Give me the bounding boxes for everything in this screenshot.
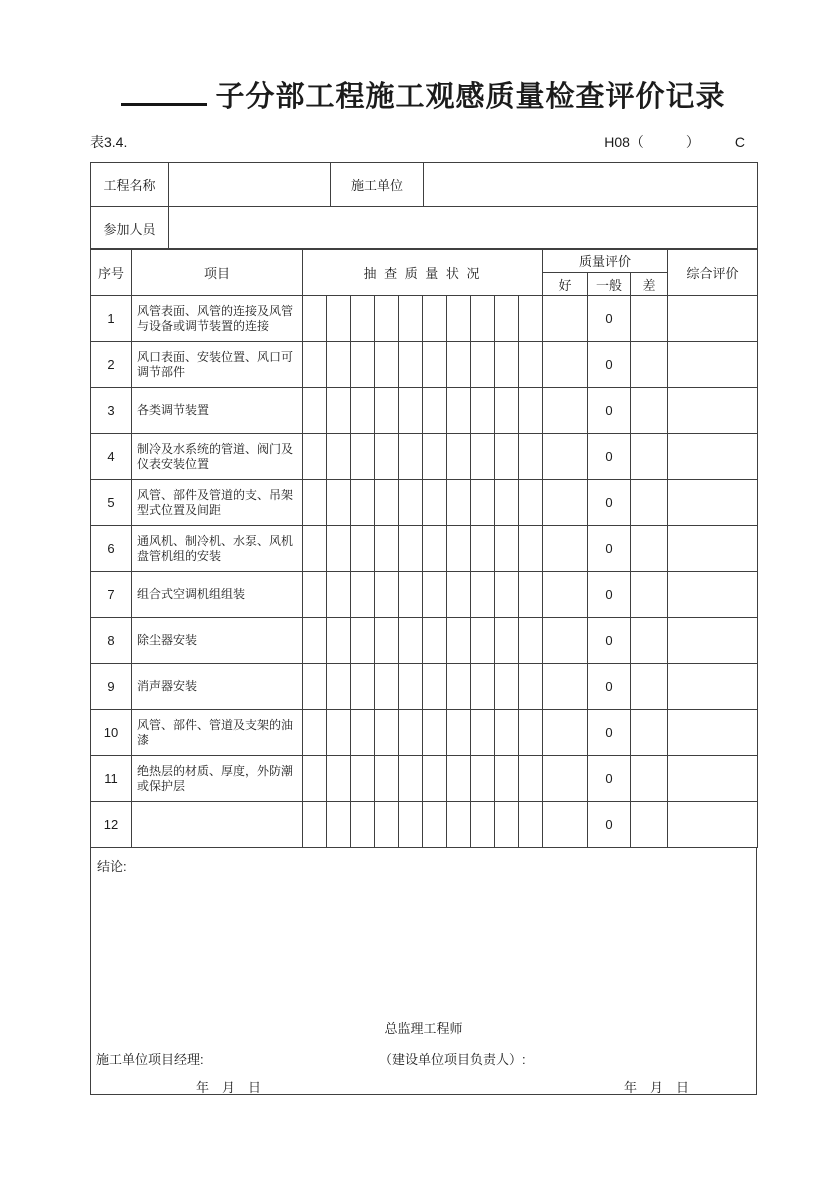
spot-check-cell[interactable] (303, 434, 327, 480)
spot-check-cell[interactable] (495, 618, 519, 664)
conclusion-section[interactable] (90, 847, 757, 1095)
spot-check-cell[interactable] (303, 296, 327, 342)
spot-check-cell[interactable] (423, 526, 447, 572)
poor-cell[interactable] (631, 572, 668, 618)
spot-check-cell[interactable] (423, 296, 447, 342)
spot-check-cell[interactable] (447, 480, 471, 526)
spot-check-cell[interactable] (399, 342, 423, 388)
average-cell[interactable]: 0 (588, 296, 631, 342)
spot-check-cell[interactable] (471, 388, 495, 434)
spot-check-cell[interactable] (471, 802, 495, 848)
spot-check-cell[interactable] (327, 434, 351, 480)
col-header-quality-eval: 质量评价 (543, 249, 668, 273)
col-header-overall: 综合评价 (668, 249, 758, 296)
spot-check-cell[interactable] (399, 710, 423, 756)
spot-check-cell[interactable] (471, 710, 495, 756)
spot-check-cell[interactable] (519, 480, 543, 526)
item-cell: 风管表面、风管的连接及风管与设备或调节装置的连接 (132, 296, 303, 342)
subdivision-name-blank[interactable] (121, 77, 207, 106)
spot-check-cell[interactable] (495, 526, 519, 572)
spot-check-cell[interactable] (423, 710, 447, 756)
spot-check-cell[interactable] (471, 572, 495, 618)
spot-check-cell[interactable] (375, 618, 399, 664)
good-cell[interactable] (543, 526, 588, 572)
spot-check-cell[interactable] (375, 756, 399, 802)
info-table (90, 162, 758, 250)
spot-check-cell[interactable] (423, 756, 447, 802)
spot-check-cell[interactable] (519, 388, 543, 434)
spot-check-cell[interactable] (351, 572, 375, 618)
inspection-grid (90, 248, 758, 848)
spot-check-cell[interactable] (495, 710, 519, 756)
seq-cell: 2 (91, 342, 132, 388)
table-row (91, 802, 758, 848)
good-cell[interactable] (543, 388, 588, 434)
spot-check-cell[interactable] (303, 388, 327, 434)
overall-cell[interactable] (668, 664, 758, 710)
participants-cell[interactable] (169, 207, 758, 250)
overall-cell[interactable] (668, 572, 758, 618)
seq-cell: 9 (91, 664, 132, 710)
spot-check-cell[interactable] (495, 296, 519, 342)
item-cell: 组合式空调机组组装 (132, 572, 303, 618)
spot-check-cell[interactable] (423, 572, 447, 618)
spot-check-cell[interactable] (303, 802, 327, 848)
spot-check-cell[interactable] (471, 526, 495, 572)
spot-check-cell[interactable] (495, 802, 519, 848)
good-cell[interactable] (543, 296, 588, 342)
item-cell: 制冷及水系统的管道、阀门及仪表安装位置 (132, 434, 303, 480)
table-row (91, 480, 758, 526)
spot-check-cell[interactable] (351, 434, 375, 480)
chief-supervisor-label: 总监理工程师 (384, 1021, 463, 1036)
spot-check-cell[interactable] (423, 342, 447, 388)
table-row (91, 664, 758, 710)
spot-check-cell[interactable] (399, 618, 423, 664)
owner-manager-label: （建设单位项目负责人）: (379, 1052, 526, 1067)
table-row (91, 296, 758, 342)
spot-check-cell[interactable] (423, 434, 447, 480)
spot-check-cell[interactable] (351, 710, 375, 756)
spot-check-cell[interactable] (351, 664, 375, 710)
overall-cell[interactable] (668, 526, 758, 572)
seq-cell: 11 (91, 756, 132, 802)
spot-check-cell[interactable] (495, 664, 519, 710)
seq-cell: 3 (91, 388, 132, 434)
overall-cell[interactable] (668, 480, 758, 526)
seq-cell: 7 (91, 572, 132, 618)
spot-check-cell[interactable] (471, 342, 495, 388)
item-cell: 通风机、制冷机、水泵、风机盘管机组的安装 (132, 526, 303, 572)
seq-cell: 6 (91, 526, 132, 572)
item-cell: 风管、部件、管道及支架的油漆 (132, 710, 303, 756)
spot-check-cell[interactable] (399, 480, 423, 526)
spot-check-cell[interactable] (447, 388, 471, 434)
poor-cell[interactable] (631, 296, 668, 342)
average-cell[interactable]: 0 (588, 526, 631, 572)
average-cell[interactable]: 0 (588, 756, 631, 802)
spot-check-cell[interactable] (423, 388, 447, 434)
average-cell[interactable]: 0 (588, 618, 631, 664)
spot-check-cell[interactable] (423, 664, 447, 710)
spot-check-cell[interactable] (327, 342, 351, 388)
average-cell[interactable]: 0 (588, 388, 631, 434)
poor-cell[interactable] (631, 526, 668, 572)
spot-check-cell[interactable] (471, 296, 495, 342)
spot-check-cell[interactable] (423, 480, 447, 526)
spot-check-cell[interactable] (399, 296, 423, 342)
spot-check-cell[interactable] (399, 756, 423, 802)
spot-check-cell[interactable] (519, 618, 543, 664)
spot-check-cell[interactable] (519, 710, 543, 756)
good-cell[interactable] (543, 572, 588, 618)
spot-check-cell[interactable] (303, 664, 327, 710)
spot-check-cell[interactable] (471, 618, 495, 664)
spot-check-cell[interactable] (351, 342, 375, 388)
overall-cell[interactable] (668, 710, 758, 756)
poor-cell[interactable] (631, 480, 668, 526)
table-row (91, 756, 758, 802)
item-cell: 各类调节装置 (132, 388, 303, 434)
col-header-item: 项目 (132, 249, 303, 296)
average-cell[interactable]: 0 (588, 342, 631, 388)
overall-cell[interactable] (668, 296, 758, 342)
project-name-cell[interactable] (169, 163, 331, 207)
date-left: 年 月 日 (196, 1080, 262, 1095)
spot-check-cell[interactable] (519, 802, 543, 848)
project-name-label: 工程名称 (91, 163, 169, 207)
spot-check-cell[interactable] (519, 664, 543, 710)
spot-check-cell[interactable] (471, 480, 495, 526)
spot-check-cell[interactable] (495, 572, 519, 618)
col-header-poor: 差 (631, 273, 668, 296)
poor-cell[interactable] (631, 388, 668, 434)
spot-check-cell[interactable] (327, 480, 351, 526)
construction-unit-cell[interactable] (424, 163, 758, 207)
meta-row (90, 132, 757, 152)
poor-cell[interactable] (631, 664, 668, 710)
spot-check-cell[interactable] (375, 664, 399, 710)
spot-check-cell[interactable] (303, 710, 327, 756)
seq-cell: 5 (91, 480, 132, 526)
table-row (91, 526, 758, 572)
good-cell[interactable] (543, 802, 588, 848)
seq-cell: 12 (91, 802, 132, 848)
average-cell[interactable]: 0 (588, 572, 631, 618)
spot-check-cell[interactable] (327, 802, 351, 848)
spot-check-cell[interactable] (351, 296, 375, 342)
spot-check-cell[interactable] (399, 664, 423, 710)
item-cell (132, 802, 303, 848)
average-cell[interactable]: 0 (588, 664, 631, 710)
spot-check-cell[interactable] (327, 296, 351, 342)
seq-cell: 8 (91, 618, 132, 664)
spot-check-cell[interactable] (447, 526, 471, 572)
overall-cell[interactable] (668, 618, 758, 664)
overall-cell[interactable] (668, 388, 758, 434)
spot-check-cell[interactable] (303, 526, 327, 572)
contractor-manager-label: 施工单位项目经理: (96, 1052, 204, 1067)
spot-check-cell[interactable] (303, 618, 327, 664)
spot-check-cell[interactable] (519, 756, 543, 802)
average-cell[interactable]: 0 (588, 480, 631, 526)
good-cell[interactable] (543, 434, 588, 480)
poor-cell[interactable] (631, 342, 668, 388)
spot-check-cell[interactable] (423, 618, 447, 664)
seq-cell: 1 (91, 296, 132, 342)
spot-check-cell[interactable] (495, 756, 519, 802)
table-row (91, 572, 758, 618)
spot-check-cell[interactable] (447, 710, 471, 756)
good-cell[interactable] (543, 664, 588, 710)
spot-check-cell[interactable] (471, 756, 495, 802)
table-row (91, 388, 758, 434)
spot-check-cell[interactable] (375, 710, 399, 756)
spot-check-cell[interactable] (351, 526, 375, 572)
spot-check-cell[interactable] (327, 388, 351, 434)
spot-check-cell[interactable] (375, 434, 399, 480)
item-cell: 风管、部件及管道的支、吊架型式位置及间距 (132, 480, 303, 526)
spot-check-cell[interactable] (447, 664, 471, 710)
overall-cell[interactable] (668, 342, 758, 388)
item-cell: 风口表面、安装位置、风口可调节部件 (132, 342, 303, 388)
table-row (91, 710, 758, 756)
item-cell: 绝热层的材质、厚度，外防潮或保护层 (132, 756, 303, 802)
overall-cell[interactable] (668, 434, 758, 480)
spot-check-cell[interactable] (327, 756, 351, 802)
spot-check-cell[interactable] (399, 802, 423, 848)
spot-check-cell[interactable] (375, 388, 399, 434)
spot-check-cell[interactable] (423, 802, 447, 848)
spot-check-cell[interactable] (519, 572, 543, 618)
spot-check-cell[interactable] (399, 526, 423, 572)
spot-check-cell[interactable] (351, 618, 375, 664)
spot-check-cell[interactable] (447, 434, 471, 480)
spot-check-cell[interactable] (471, 664, 495, 710)
spot-check-cell[interactable] (327, 572, 351, 618)
spot-check-cell[interactable] (375, 296, 399, 342)
good-cell[interactable] (543, 756, 588, 802)
average-cell[interactable]: 0 (588, 710, 631, 756)
spot-check-cell[interactable] (375, 342, 399, 388)
spot-check-cell[interactable] (519, 342, 543, 388)
good-cell[interactable] (543, 480, 588, 526)
table-number: 表3.4. (90, 134, 128, 150)
poor-cell[interactable] (631, 710, 668, 756)
spot-check-cell[interactable] (495, 342, 519, 388)
date-right: 年 月 日 (624, 1080, 690, 1095)
participants-label: 参加人员 (91, 207, 169, 250)
spot-check-cell[interactable] (447, 572, 471, 618)
col-header-good: 好 (543, 273, 588, 296)
col-header-spot-check: 抽 查 质 量 状 况 (303, 249, 543, 296)
good-cell[interactable] (543, 618, 588, 664)
spot-check-cell[interactable] (495, 434, 519, 480)
spot-check-cell[interactable] (399, 434, 423, 480)
spot-check-cell[interactable] (351, 388, 375, 434)
spot-check-cell[interactable] (447, 756, 471, 802)
spot-check-cell[interactable] (447, 802, 471, 848)
overall-cell[interactable] (668, 802, 758, 848)
spot-check-cell[interactable] (327, 710, 351, 756)
poor-cell[interactable] (631, 802, 668, 848)
spot-check-cell[interactable] (447, 618, 471, 664)
form-code: H08（ ） C (604, 134, 745, 150)
item-cell: 除尘器安装 (132, 618, 303, 664)
spot-check-cell[interactable] (519, 296, 543, 342)
spot-check-cell[interactable] (327, 526, 351, 572)
table-row (91, 342, 758, 388)
grid-body (91, 296, 758, 848)
spot-check-cell[interactable] (351, 802, 375, 848)
spot-check-cell[interactable] (447, 342, 471, 388)
spot-check-cell[interactable] (399, 388, 423, 434)
good-cell[interactable] (543, 710, 588, 756)
average-cell[interactable]: 0 (588, 434, 631, 480)
spot-check-cell[interactable] (375, 802, 399, 848)
spot-check-cell[interactable] (519, 434, 543, 480)
poor-cell[interactable] (631, 618, 668, 664)
construction-unit-label: 施工单位 (331, 163, 424, 207)
spot-check-cell[interactable] (327, 664, 351, 710)
average-cell[interactable]: 0 (588, 802, 631, 848)
conclusion-label: 结论: (97, 859, 127, 874)
spot-check-cell[interactable] (303, 480, 327, 526)
overall-cell[interactable] (668, 756, 758, 802)
spot-check-cell[interactable] (399, 572, 423, 618)
table-row (91, 618, 758, 664)
spot-check-cell[interactable] (351, 756, 375, 802)
item-cell: 消声器安装 (132, 664, 303, 710)
table-row (91, 434, 758, 480)
spot-check-cell[interactable] (327, 618, 351, 664)
col-header-average: 一般 (588, 273, 631, 296)
form-title-row (90, 74, 757, 115)
spot-check-cell[interactable] (375, 526, 399, 572)
form-title: 子分部工程施工观感质量检查评价记录 (215, 81, 726, 113)
spot-check-cell[interactable] (495, 480, 519, 526)
seq-cell: 10 (91, 710, 132, 756)
spot-check-cell[interactable] (447, 296, 471, 342)
col-header-seq: 序号 (91, 249, 132, 296)
spot-check-cell[interactable] (351, 480, 375, 526)
spot-check-cell[interactable] (375, 572, 399, 618)
seq-cell: 4 (91, 434, 132, 480)
spot-check-cell[interactable] (495, 388, 519, 434)
poor-cell[interactable] (631, 756, 668, 802)
spot-check-cell[interactable] (303, 756, 327, 802)
good-cell[interactable] (543, 342, 588, 388)
spot-check-cell[interactable] (375, 480, 399, 526)
spot-check-cell[interactable] (303, 572, 327, 618)
spot-check-cell[interactable] (519, 526, 543, 572)
poor-cell[interactable] (631, 434, 668, 480)
spot-check-cell[interactable] (471, 434, 495, 480)
spot-check-cell[interactable] (303, 342, 327, 388)
